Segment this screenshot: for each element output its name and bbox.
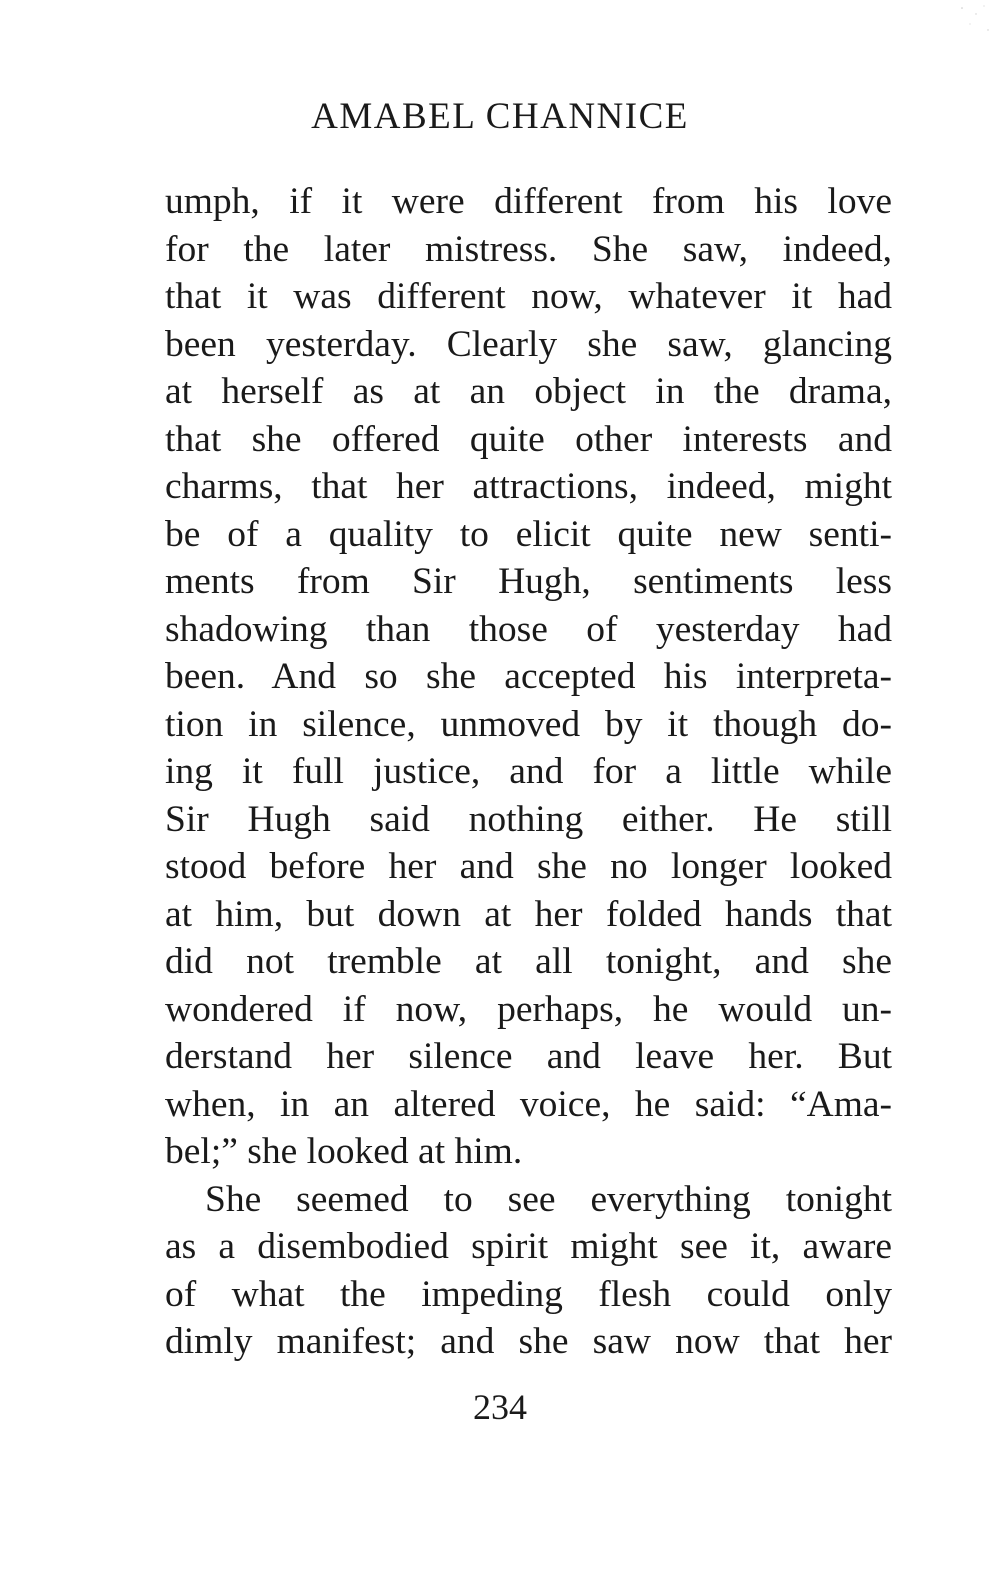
text-line: at him, but down at her folded hands that <box>165 893 892 935</box>
text-line: been. And so she accepted his interpreta- <box>165 656 892 697</box>
text-line: umph, if it were different from his love <box>165 181 892 222</box>
text-line: charms, that her attractions, indeed, might <box>165 466 892 507</box>
running-head: AMABEL CHANNICE <box>311 96 689 137</box>
text-line: ing it full justice, and for a little while <box>165 751 892 792</box>
page-number: 234 <box>473 1387 527 1427</box>
text-line: dimly manifest; and she saw now that her <box>165 1321 892 1362</box>
text-line: when, in an altered voice, he said: “Ama- <box>165 1083 892 1125</box>
text-line: derstand her silence and leave her. But <box>165 1036 892 1077</box>
text-line: of what the impeding flesh could only <box>165 1273 892 1315</box>
paragraph-1 <box>165 178 892 1176</box>
text-line: Sir Hugh said nothing either. He still <box>165 798 892 840</box>
text-line: been yesterday. Clearly she saw, glancing <box>165 323 892 365</box>
text-line: that it was different now, whatever it had <box>165 276 892 317</box>
paragraph-2 <box>165 1176 892 1366</box>
text-line: did not tremble at all tonight, and she <box>165 941 892 982</box>
text-line: shadowing than those of yesterday had <box>165 608 892 650</box>
text-line: for the later mistress. She saw, indeed, <box>165 228 892 270</box>
text-line: ments from Sir Hugh, sentiments less <box>165 561 892 602</box>
text-line: at herself as at an object in the drama, <box>165 371 892 412</box>
text-line: wondered if now, perhaps, he would un- <box>165 988 892 1030</box>
text-line: that she offered quite other interests and <box>165 418 892 460</box>
text-line: bel;” she looked at him. <box>165 1131 523 1172</box>
text-line: be of a quality to elicit quite new senti- <box>165 513 892 555</box>
text-line: as a disembodied spirit might see it, aware <box>165 1226 892 1267</box>
text-line: She seemed to see everything tonight <box>205 1178 892 1220</box>
text-line: stood before her and she no longer looked <box>165 846 892 887</box>
text-line: tion in silence, unmoved by it though do- <box>165 703 892 745</box>
scan-specks <box>932 0 992 40</box>
scan-noise-graphic <box>932 0 992 40</box>
body-text <box>165 178 892 1366</box>
